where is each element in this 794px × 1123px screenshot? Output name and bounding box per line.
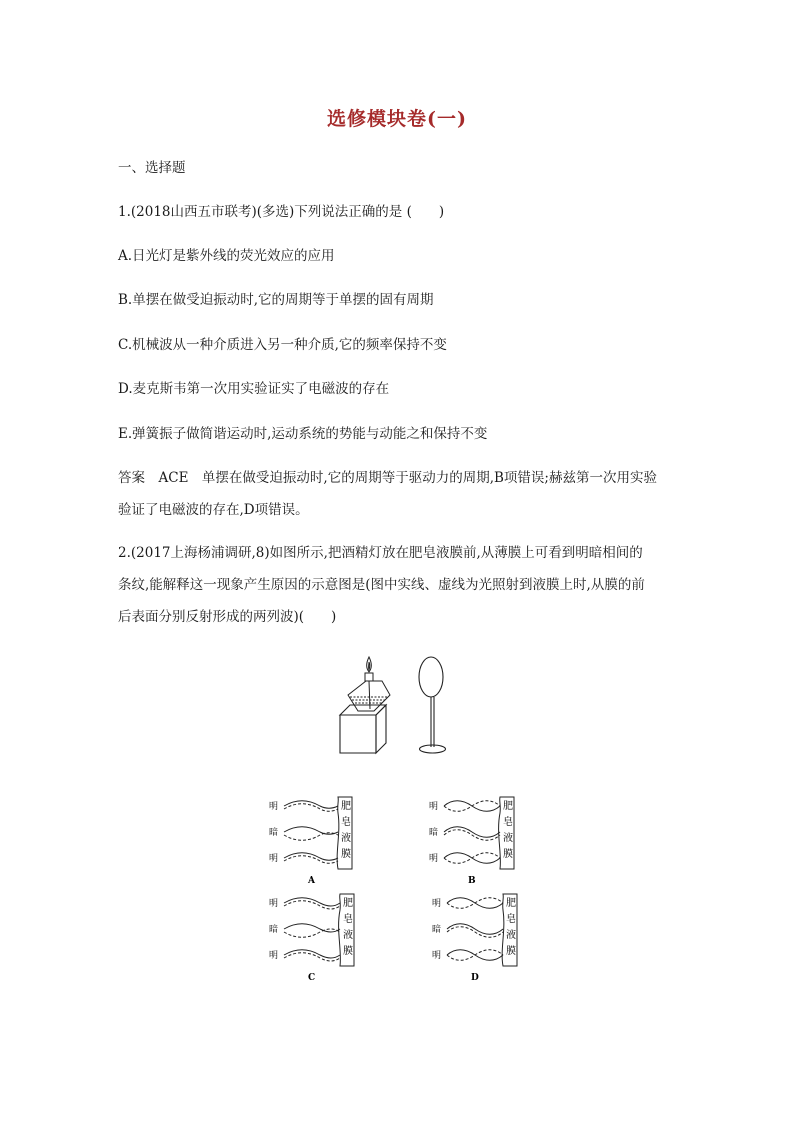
dashed-wave — [284, 856, 338, 864]
question-1-option-b: B.单摆在做受迫振动时,它的周期等于单摆的固有周期 — [118, 292, 434, 308]
dashed-wave — [284, 804, 338, 812]
question-1-option-a: A.日光灯是紫外线的荧光效应的应用 — [118, 248, 335, 264]
film-label-char: 肥 — [503, 801, 513, 812]
wave-label: 明 — [432, 899, 442, 909]
film-label-char: 皂 — [506, 914, 516, 925]
solid-wave — [284, 853, 338, 861]
wave-label: 明 — [269, 899, 279, 909]
solid-wave — [284, 924, 340, 932]
solid-wave — [284, 950, 340, 958]
diagram-panel-d — [425, 890, 525, 985]
question-2-line-2: 条纹,能解释这一现象产生原因的示意图是(图中实线、虚线为光照射到液膜上时,从膜的前 — [118, 577, 645, 593]
film-label-char: 液 — [341, 833, 351, 844]
diagram-panel-b — [422, 793, 522, 888]
dashed-wave — [284, 929, 340, 937]
film-label-char: 膜 — [341, 849, 351, 860]
box-icon — [340, 705, 386, 753]
solid-wave — [284, 827, 338, 835]
question-1-answer-line-2: 验证了电磁波的存在,D项错误。 — [118, 502, 309, 518]
dashed-wave — [444, 801, 500, 812]
question-1-option-c: C.机械波从一种介质进入另一种介质,它的频率保持不变 — [118, 337, 447, 353]
question-2-line-1: 2.(2017上海杨浦调研,8)如图所示,把酒精灯放在肥皂液膜前,从薄膜上可看到明暗相间的 — [118, 545, 643, 561]
film-label-char: 肥 — [341, 801, 351, 812]
wave-label: 明 — [269, 854, 279, 864]
question-1-answer-line-1: 答案 ACE 单摆在做受迫振动时,它的周期等于驱动力的周期,B项错误;赫兹第一次用实验 — [118, 470, 657, 486]
dashed-wave — [444, 830, 500, 841]
film-label-char: 液 — [343, 930, 353, 941]
page-title: 选修模块卷(一) — [327, 108, 467, 130]
film-label-char: 膜 — [506, 946, 516, 957]
solid-wave — [284, 898, 340, 906]
wave-label: 暗 — [269, 828, 279, 838]
question-1-stem: 1.(2018山西五市联考)(多选)下列说法正确的是 ( ) — [118, 204, 445, 220]
diagram-panel-c — [262, 890, 362, 985]
question-1-option-e: E.弹簧振子做简谐运动时,运动系统的势能与动能之和保持不变 — [118, 426, 488, 442]
dashed-wave — [447, 927, 503, 938]
film-label-char: 膜 — [343, 946, 353, 957]
wave-label: 暗 — [432, 925, 442, 935]
question-1-option-d: D.麦克斯韦第一次用实验证实了电磁波的存在 — [118, 381, 390, 397]
solid-wave — [444, 827, 500, 838]
wave-label: 暗 — [269, 925, 279, 935]
film-label-char: 皂 — [343, 914, 353, 925]
question-2-line-3: 后表面分别反射形成的两列波)( ) — [118, 609, 337, 625]
wave-label: 明 — [432, 951, 442, 961]
wave-label: 明 — [269, 951, 279, 961]
solid-wave — [284, 801, 338, 809]
wave-label: 暗 — [429, 828, 439, 838]
film-label-char: 皂 — [341, 817, 351, 828]
dashed-wave — [284, 901, 340, 909]
wave-label: 明 — [429, 854, 439, 864]
film-label-char: 皂 — [503, 817, 513, 828]
film-label-char: 液 — [506, 930, 516, 941]
dashed-wave — [447, 898, 503, 909]
solid-wave — [447, 924, 503, 935]
wave-label: 明 — [269, 802, 279, 812]
film-label-char: 膜 — [503, 849, 513, 860]
dashed-wave — [447, 950, 503, 961]
wave-label: 明 — [429, 802, 439, 812]
panel-label-d: D — [471, 973, 479, 983]
apparatus-figure — [330, 655, 465, 760]
film-label-char: 液 — [503, 833, 513, 844]
panel-label-b: B — [468, 876, 476, 886]
dashed-wave — [444, 853, 500, 864]
diagram-panel-a — [262, 793, 362, 888]
film-label-char: 肥 — [506, 898, 516, 909]
film-label-char: 肥 — [343, 898, 353, 909]
dashed-wave — [284, 953, 340, 961]
alcohol-lamp-icon — [348, 657, 390, 711]
panel-label-a: A — [308, 876, 315, 886]
panel-label-c: C — [308, 973, 316, 983]
soap-film-stand-icon — [419, 657, 446, 753]
section-heading: 一、选择题 — [118, 160, 186, 176]
